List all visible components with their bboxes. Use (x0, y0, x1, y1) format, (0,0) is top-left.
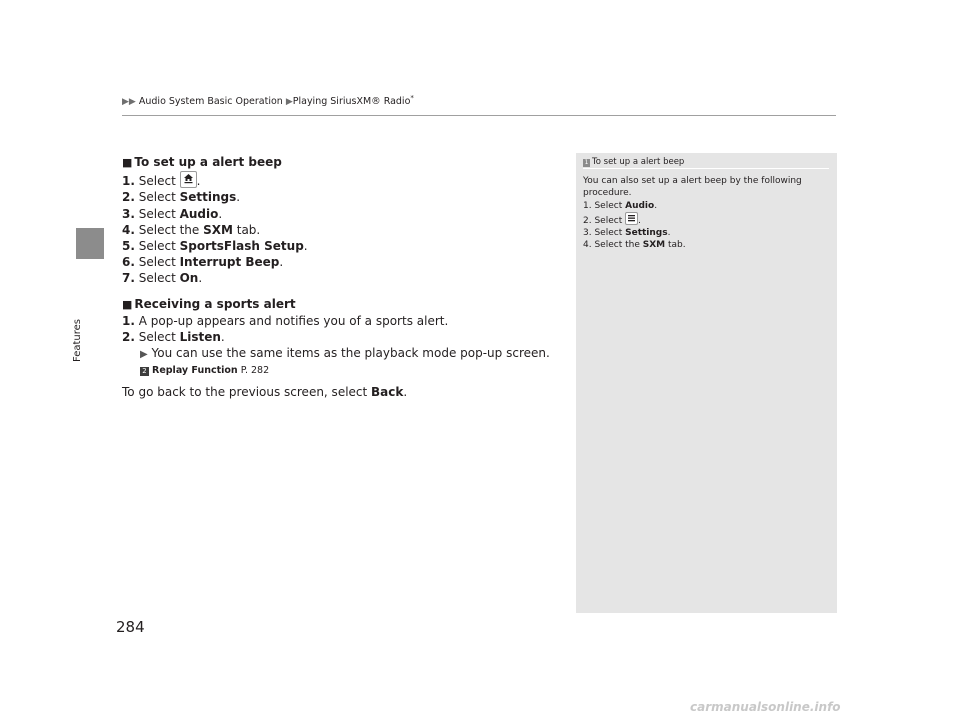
paragraph: To go back to the previous screen, select Back. (122, 384, 408, 399)
step: 4. Select the SXM tab. (122, 222, 261, 237)
note-rule (583, 168, 829, 169)
note-step: 3. Select Settings. (583, 228, 671, 239)
step: 1. Select . (122, 171, 562, 189)
breadcrumb-arrow-icon: ▶ (285, 97, 293, 107)
reference-icon: 2 (140, 367, 149, 376)
arrow-icon: ▶ (140, 349, 148, 361)
note-body (583, 175, 823, 252)
square-bullet-icon: ■ (122, 156, 133, 169)
menu-icon (625, 212, 638, 225)
note-title: 1 To set up a alert beep (584, 157, 685, 167)
step: 5. Select SportsFlash Setup. (122, 239, 308, 254)
step: 2. Select Listen. (122, 330, 225, 345)
chapter-label: Features (72, 319, 83, 362)
note-step: 2. Select . (583, 212, 823, 227)
note-intro: You can also set up a alert beep by the following procedure. (583, 176, 802, 199)
step: 7. Select On. (122, 271, 203, 286)
home-icon (180, 171, 197, 188)
registered-mark: ® (371, 96, 381, 107)
note-marker: 1 (584, 159, 589, 166)
section-heading: ■ To set up a alert beep (122, 155, 282, 169)
sub-step: ▶ You can use the same items as the playback mode pop-up screen. (140, 346, 550, 361)
main-content (122, 154, 562, 400)
step: 3. Select Audio. (122, 206, 223, 221)
section-heading: ■ Receiving a sports alert (122, 296, 296, 311)
cross-reference[interactable]: 2 Replay Function P. 282 (122, 363, 562, 379)
step: 2. Select Settings. (122, 190, 241, 205)
step: 1. A pop-up appears and notifies you of a sports alert. (122, 313, 449, 328)
step: 6. Select Interrupt Beep. (122, 255, 284, 270)
note-step: 1. Select Audio. (583, 200, 658, 211)
square-bullet-icon: ■ (122, 297, 133, 311)
page-number: 284 (116, 618, 145, 636)
option-star: * (410, 94, 414, 102)
breadcrumb-arrow-icon: ▶▶ (122, 97, 136, 107)
watermark: carmanualsonline.info (690, 700, 841, 714)
breadcrumb-item: Radio (380, 96, 411, 107)
header-rule (122, 115, 836, 116)
breadcrumb (122, 94, 414, 107)
breadcrumb-item: Audio System Basic Operation (138, 96, 283, 107)
note-step: 4. Select the SXM tab. (583, 240, 686, 251)
breadcrumb-item: Playing SiriusXM (292, 96, 372, 107)
